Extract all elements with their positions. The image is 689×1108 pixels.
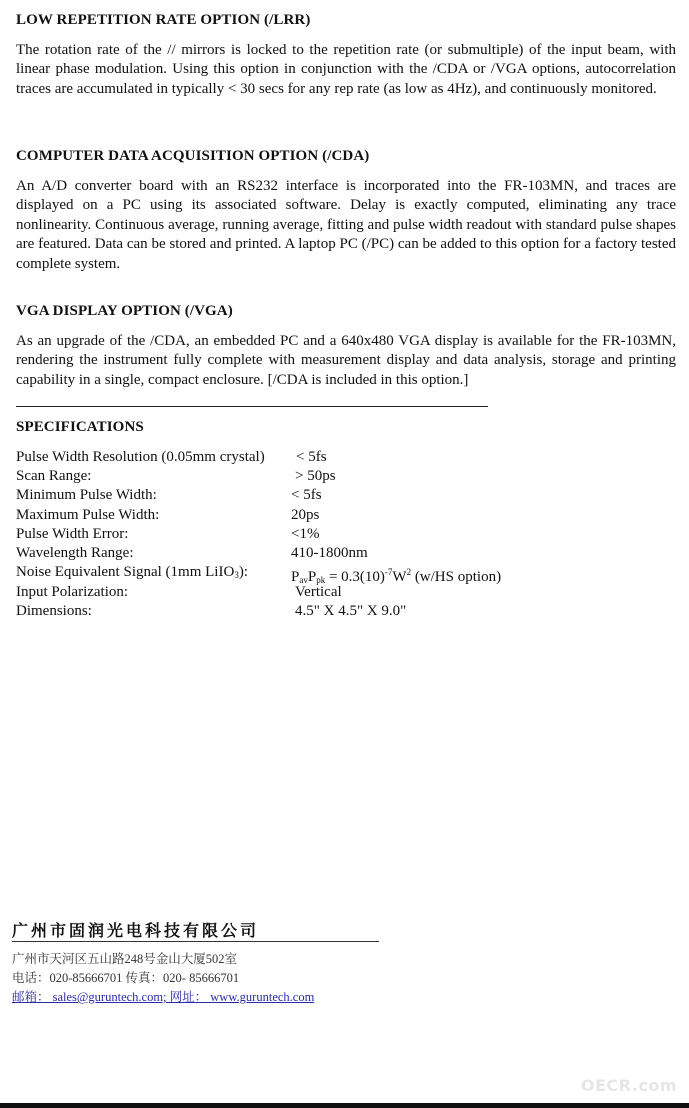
spec-row — [16, 448, 636, 467]
spec-row — [16, 525, 636, 544]
spec-row — [16, 583, 636, 602]
footer-divider — [12, 941, 379, 942]
spec-value: Vertical — [295, 584, 342, 600]
spec-row — [16, 467, 636, 486]
section-body-vga: As an upgrade of the /CDA, an embedded PC and a 640x480 VGA display is available for the FR-103MN, rendering the instrument fully complete with measurement display and data analysis, storage and printing capability in a single, compact enclosure. [/CDA is included in this option.] — [16, 333, 676, 388]
spec-value: < 5fs — [296, 449, 327, 465]
page-bottom-bar — [0, 1103, 689, 1108]
spec-label: Maximum Pulse Width: — [16, 507, 160, 523]
watermark: OECR.com — [580, 1076, 677, 1095]
section-title-vga: VGA DISPLAY OPTION (/VGA) — [16, 303, 233, 319]
company-phone: 电话：020-85666701 传真：020- 85666701 — [12, 971, 240, 985]
spec-row — [16, 544, 636, 563]
spec-value: 20ps — [291, 507, 320, 523]
spec-label: Minimum Pulse Width: — [16, 487, 157, 503]
spec-label: Pulse Width Resolution (0.05mm crystal) — [16, 449, 265, 465]
company-address: 广州市天河区五山路248号金山大厦502室 — [12, 952, 238, 966]
specs-title: SPECIFICATIONS — [16, 419, 144, 435]
spec-label: Wavelength Range: — [16, 545, 134, 561]
section-body-cda: An A/D converter board with an RS232 interface is incorporated into the FR-103MN, and traces are displayed on a PC using its associated software. Delay is exactly computed, eliminating any trace nonlinearity. Continuous average, running average, fitting and pulse width readout with standard pulse shapes are featured. Data can be stored and printed. A laptop PC (/PC) can be added to this option for a factory tested complete system. — [16, 178, 676, 272]
spec-value-noise: $P_{av}P_{pk} = 0.3(10)^{-7}W^2$ (w/HS option) — [291, 567, 502, 585]
spec-value: <1% — [291, 526, 320, 542]
spec-value: > 50ps — [295, 468, 336, 484]
spec-row-noise — [16, 563, 636, 585]
spec-row — [16, 602, 636, 621]
section-title-cda: COMPUTER DATA ACQUISITION OPTION (/CDA) — [16, 148, 370, 164]
spec-label: Pulse Width Error: — [16, 526, 129, 542]
spec-label: Scan Range: — [16, 468, 92, 484]
section-title-lrr: LOW REPETITION RATE OPTION (/LRR) — [16, 12, 311, 28]
company-contact-link[interactable]: 邮箱： sales@guruntech.com; 网址： www.guruntech.com — [12, 990, 315, 1004]
spec-value: < 5fs — [291, 487, 322, 503]
section-divider — [16, 406, 488, 407]
spec-label-noise: Noise Equivalent Signal (1mm LiIO$_3$): — [16, 564, 248, 580]
spec-row — [16, 486, 636, 505]
spec-value: 410-1800nm — [291, 545, 368, 561]
company-name: 广州市固润光电科技有限公司 — [12, 921, 260, 940]
spec-row — [16, 506, 636, 525]
spec-value: 4.5" X 4.5" X 9.0" — [295, 603, 407, 619]
section-body-lrr: The rotation rate of the // mirrors is locked to the repetition rate (or submultiple) of the input beam, with linear phase modulation. Using this option in conjunction with the /CDA or /VGA options, autocorrelation traces are accumulated in typically < 30 secs for any rep rate (as low as 4Hz), and continuously monitored. — [16, 42, 676, 97]
spec-label: Input Polarization: — [16, 584, 129, 600]
spec-label: Dimensions: — [16, 603, 92, 619]
